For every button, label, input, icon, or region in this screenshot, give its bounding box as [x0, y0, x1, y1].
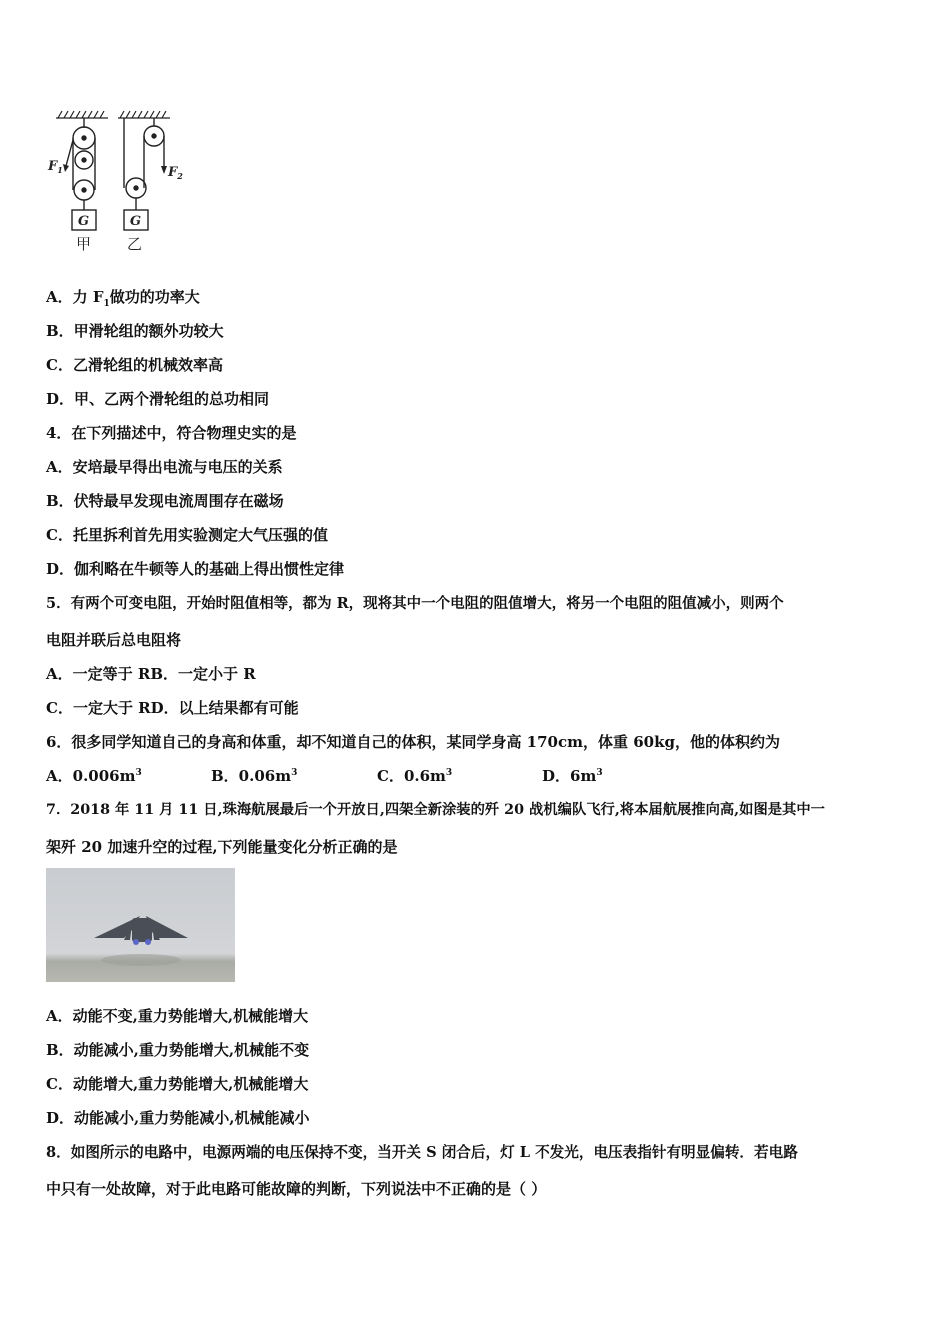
q7-stem-line1: 7．2018 年 11 月 11 日,珠海航展最后一个开放日,四架全新涂装的歼 20 战机编队飞行,将本届航展推向高,如图是其中一	[46, 802, 825, 818]
q3-option-b: B．甲滑轮组的额外功较大	[46, 322, 224, 340]
q4-option-d: D．伽利略在牛顿等人的基础上得出惯性定律	[46, 560, 345, 578]
q5-stem-line1: 5．有两个可变电阻，开始时阻值相等，都为 R，现将其中一个电阻的阻值增大，将另一个电阻的阻值减小，则两个	[46, 595, 784, 612]
label-f2: F	[168, 165, 178, 180]
q4-option-c: C．托里拆利首先用实验测定大气压强的值	[46, 526, 328, 544]
q7-stem-line2: 架歼 20 加速升空的过程,下列能量变化分析正确的是	[46, 838, 398, 856]
label-g-yi: G	[130, 214, 142, 229]
q7-option-b: B．动能减小,重力势能增大,机械能不变	[46, 1041, 310, 1059]
q4-option-b: B．伏特最早发现电流周围存在磁场	[46, 492, 284, 510]
q5-options-line1: A．一定等于 RB．一定小于 R	[46, 665, 256, 683]
q5-options-line2: C．一定大于 RD．以上结果都有可能	[46, 699, 299, 717]
pulley-diagram	[44, 108, 194, 258]
caption-yi: 乙	[127, 235, 143, 253]
caption-jia: 甲	[76, 235, 92, 253]
q6-option-c: C．$0.6m^3$	[377, 767, 453, 785]
q6-option-a: A．$0.006m^3$	[46, 767, 142, 785]
q7-option-a: A．动能不变,重力势能增大,机械能增大	[46, 1007, 309, 1025]
svg-text:F1	[47, 159, 63, 175]
q3-option-a: A．力 $F_1$做功的功率大	[46, 288, 200, 309]
label-f1: F	[48, 159, 58, 174]
q6-option-b: B．$0.06m^3$	[211, 767, 298, 785]
svg-text:F2	[167, 165, 183, 181]
q6-option-d: D．$6m^3$	[542, 767, 603, 785]
q7-option-c: C．动能增大,重力势能增大,机械能增大	[46, 1075, 309, 1093]
q8-stem-line2: 中只有一处故障，对于此电路可能故障的判断，下列说法中不正确的是（ ）	[46, 1180, 547, 1198]
q6-stem: 6．很多同学知道自己的身高和体重，却不知道自己的体积，某同学身高 170cm，体重 60kg，他的体积约为	[46, 733, 780, 751]
label-f2-sub: 2	[177, 171, 183, 181]
label-g-jia: G	[78, 214, 90, 229]
q4-option-a: A．安培最早得出电流与电压的关系	[46, 458, 283, 476]
q5-stem-line2: 电阻并联后总电阻将	[46, 631, 182, 649]
q4-stem: 4．在下列描述中，符合物理史实的是	[46, 424, 297, 442]
label-f1-sub: 1	[57, 165, 63, 175]
jet-photo	[46, 868, 235, 982]
q8-stem-line1: 8．如图所示的电路中，电源两端的电压保持不变，当开关 S 闭合后，灯 L 不发光，电压表指针有明显偏转．若电路	[46, 1144, 798, 1161]
q3-option-d: D．甲、乙两个滑轮组的总功相同	[46, 390, 270, 408]
q7-option-d: D．动能减小,重力势能减小,机械能减小	[46, 1109, 310, 1127]
q3-option-c: C．乙滑轮组的机械效率高	[46, 356, 223, 374]
